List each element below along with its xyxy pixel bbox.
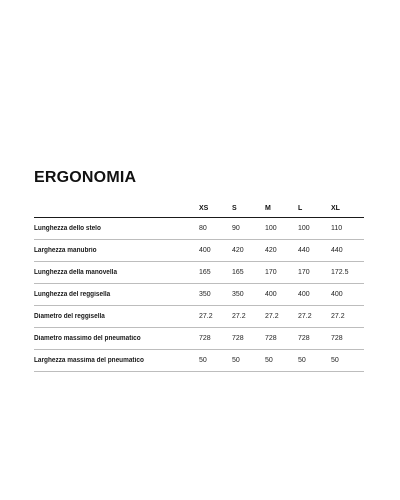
value-cell: 170	[298, 262, 331, 284]
value-cell: 440	[331, 240, 364, 262]
value-cell: 80	[199, 218, 232, 240]
size-header-m: M	[265, 199, 298, 218]
value-cell: 90	[232, 218, 265, 240]
size-header-l: L	[298, 199, 331, 218]
value-cell: 165	[232, 262, 265, 284]
row-label: Larghezza massima del pneumatico	[34, 350, 186, 372]
row-label: Lunghezza della manovella	[34, 262, 186, 284]
table-row	[34, 262, 364, 284]
value-cell: 440	[298, 240, 331, 262]
value-cell: 27.2	[232, 306, 265, 328]
value-cell: 728	[232, 328, 265, 350]
table-row	[34, 218, 364, 240]
table-row	[34, 328, 364, 350]
value-cell: 170	[265, 262, 298, 284]
row-label: Diametro massimo del pneumatico	[34, 328, 186, 350]
value-cell: 50	[232, 350, 265, 372]
section-title: ERGONOMIA	[34, 169, 137, 186]
value-cell: 100	[265, 218, 298, 240]
value-cell: 728	[265, 328, 298, 350]
table-row	[34, 284, 364, 306]
value-cell: 110	[331, 218, 364, 240]
row-label: Lunghezza dello stelo	[34, 218, 186, 240]
value-cell: 50	[298, 350, 331, 372]
value-cell: 400	[298, 284, 331, 306]
size-header-xl: XL	[331, 199, 364, 218]
value-cell: 728	[331, 328, 364, 350]
size-header-xs: XS	[199, 199, 232, 218]
value-cell: 50	[199, 350, 232, 372]
value-cell: 27.2	[199, 306, 232, 328]
value-cell: 50	[265, 350, 298, 372]
value-cell: 400	[199, 240, 232, 262]
value-cell: 350	[232, 284, 265, 306]
value-cell: 27.2	[265, 306, 298, 328]
value-cell: 172.5	[331, 262, 364, 284]
table-row	[34, 240, 364, 262]
value-cell: 27.2	[298, 306, 331, 328]
table-row	[34, 306, 364, 328]
value-cell: 420	[265, 240, 298, 262]
value-cell: 165	[199, 262, 232, 284]
value-cell: 100	[298, 218, 331, 240]
value-cell: 50	[331, 350, 364, 372]
value-cell: 400	[331, 284, 364, 306]
value-cell: 420	[232, 240, 265, 262]
value-cell: 400	[265, 284, 298, 306]
value-cell: 27.2	[331, 306, 364, 328]
value-cell: 728	[298, 328, 331, 350]
row-label: Lunghezza del reggisella	[34, 284, 186, 306]
header-label-cell	[34, 199, 199, 218]
table-header-row	[34, 199, 364, 218]
value-cell: 350	[199, 284, 232, 306]
row-label: Diametro del reggisella	[34, 306, 186, 328]
ergonomics-table	[34, 199, 364, 372]
table-row	[34, 350, 364, 372]
value-cell: 728	[199, 328, 232, 350]
row-label: Larghezza manubrio	[34, 240, 186, 262]
size-header-s: S	[232, 199, 265, 218]
